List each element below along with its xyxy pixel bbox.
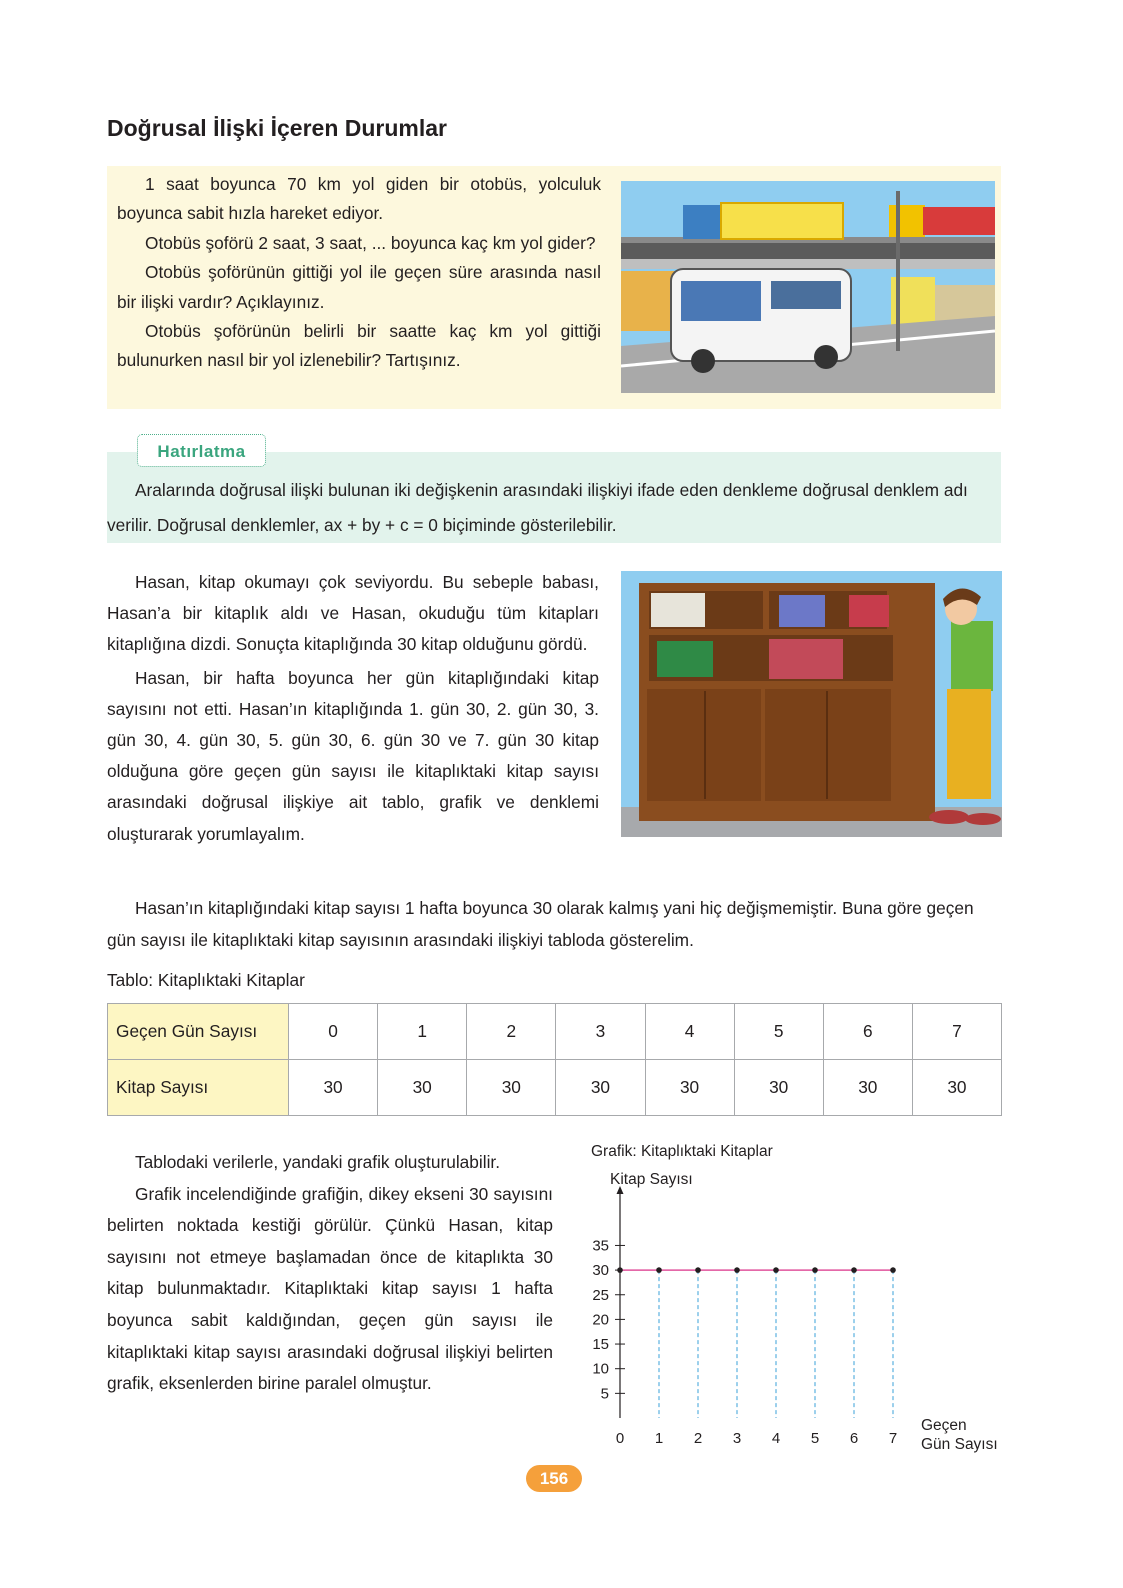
table-cell: 0 (289, 1004, 378, 1060)
x-axis-label: Gün Sayısı (921, 1436, 998, 1453)
chart-title: Grafik: Kitaplıktaki Kitaplar (591, 1143, 773, 1160)
row-header: Kitap Sayısı (108, 1060, 289, 1116)
table-cell: 5 (734, 1004, 823, 1060)
table-cell: 2 (467, 1004, 556, 1060)
intro-paragraph: Otobüs şoförünün belirli bir saatte kaç km yol gittiği bulunurken nasıl bir yol izlenebilir? Tartışınız. (117, 321, 601, 371)
y-axis-label: Kitap Sayısı (610, 1171, 693, 1188)
x-tick-label: 1 (654, 1430, 664, 1447)
x-tick-label: 7 (888, 1430, 898, 1447)
intro-text (117, 170, 601, 376)
page-number: 156 (526, 1465, 582, 1492)
y-tick-label: 30 (592, 1262, 609, 1280)
x-tick-label: 3 (732, 1430, 742, 1447)
summary-text: Hasan’ın kitaplığındaki kitap sayısı 1 hafta boyunca 30 olarak kalmış yani hiç değişmemiştir. Buna göre geçen gün sayısı ile kitaplıktaki kitap sayısının arasındaki ilişkiyi tabloda gösterelim. (107, 898, 974, 950)
table-cell: 30 (556, 1060, 645, 1116)
x-tick-label: 5 (810, 1430, 820, 1447)
table-row (108, 1004, 1002, 1060)
chart-explanation (107, 1147, 553, 1400)
data-point (734, 1267, 740, 1273)
table-row (108, 1060, 1002, 1116)
table-cell: 30 (912, 1060, 1001, 1116)
data-point (656, 1267, 662, 1273)
table-cell: 4 (645, 1004, 734, 1060)
x-tick-label: 0 (615, 1430, 625, 1447)
story-text (107, 567, 599, 852)
table-cell: 30 (734, 1060, 823, 1116)
table-cell: 30 (823, 1060, 912, 1116)
x-tick-label: 6 (849, 1430, 859, 1447)
table-cell: 30 (467, 1060, 556, 1116)
x-tick-label: 2 (693, 1430, 703, 1447)
story-paragraph: Hasan, bir hafta boyunca her gün kitaplığındaki kitap sayısını not etti. Hasan’ın kitaplığında 1. gün 30, 2. gün 30, 3. gün 30, 4. gün 30, 5. gün 30, 6. gün 30 ve 7. gün 30 kitap olduğuna göre geçen gün sayısı ile kitaplıktaki kitap sayısı arasındaki doğrusal ilişkiye ait tablo, grafik ve denklemi oluşturarak yorumlayalım. (107, 667, 599, 844)
table-cell: 30 (289, 1060, 378, 1116)
reminder-tag (137, 434, 266, 467)
data-point (617, 1267, 623, 1273)
data-table (107, 1003, 1002, 1116)
explanation-paragraph: Grafik incelendiğinde grafiğin, dikey ekseni 30 sayısını belirten noktada kestiği görülür. Çünkü Hasan, kitap sayısını not etmeye başlamadan önce de kitaplıkta 30 kitap bulunmaktadır. Kitaplıktaki kitap sayısı 1 hafta boyunca sabit kaldığından, geçen gün sayısı ile kitaplıktaki kitap sayısı arasındaki doğrusal ilişkiyi belirten grafik, eksenlerden birine paralel olmuştur. (107, 1183, 553, 1394)
data-point (773, 1267, 779, 1273)
row-header: Geçen Gün Sayısı (108, 1004, 289, 1060)
bus-illustration (621, 181, 995, 393)
table-cell: 7 (912, 1004, 1001, 1060)
y-tick-label: 10 (592, 1360, 609, 1378)
table-cell: 3 (556, 1004, 645, 1060)
table-caption: Tablo: Kitaplıktaki Kitaplar (107, 970, 305, 990)
story-paragraph: Hasan, kitap okumayı çok seviyordu. Bu sebeple babası, Hasan’a bir kitaplık aldı ve Hasan, okuduğu tüm kitapları kitaplığına dizdi. Sonuçta kitaplığında 30 kitap olduğunu gördü. (107, 572, 599, 655)
data-point (695, 1267, 701, 1273)
y-tick-label: 5 (600, 1385, 609, 1403)
intro-paragraph: 1 saat boyunca 70 km yol giden bir otobüs, yolculuk boyunca sabit hızla hareket ediyor. (117, 174, 601, 224)
y-tick-label: 20 (592, 1311, 609, 1329)
reminder-text (107, 473, 981, 543)
reminder-paragraph: Aralarında doğrusal ilişki bulunan iki değişkenin arasındaki ilişkiyi ifade eden denkleme doğrusal denklem adı verilir. Doğrusal denklemler, ax + by + c = 0 biçiminde gösterilebilir. (107, 480, 968, 535)
bookshelf-illustration (621, 571, 1002, 837)
y-tick-label: 15 (592, 1336, 609, 1354)
page-heading: Doğrusal İlişki İçeren Durumlar (107, 115, 448, 141)
intro-paragraph: Otobüs şoförünün gittiği yol ile geçen süre arasında nasıl bir ilişki vardır? Açıklayınız. (117, 262, 601, 312)
explanation-paragraph: Tablodaki verilerle, yandaki grafik oluşturulabilir. (135, 1152, 501, 1172)
table-cell: 1 (378, 1004, 467, 1060)
data-point (851, 1267, 857, 1273)
data-point (890, 1267, 896, 1273)
data-point (812, 1267, 818, 1273)
reminder-tag-label: Hatırlatma (157, 442, 246, 461)
line-chart (580, 1160, 1020, 1460)
y-tick-label: 35 (592, 1237, 609, 1255)
x-axis-label: Geçen (921, 1417, 967, 1434)
table-cell: 30 (645, 1060, 734, 1116)
table-cell: 30 (378, 1060, 467, 1116)
intro-paragraph: Otobüs şoförü 2 saat, 3 saat, ... boyunca kaç km yol gider? (145, 232, 596, 253)
y-tick-label: 25 (592, 1286, 609, 1304)
x-tick-label: 4 (771, 1430, 781, 1447)
summary-paragraph (107, 893, 1001, 956)
table-cell: 6 (823, 1004, 912, 1060)
